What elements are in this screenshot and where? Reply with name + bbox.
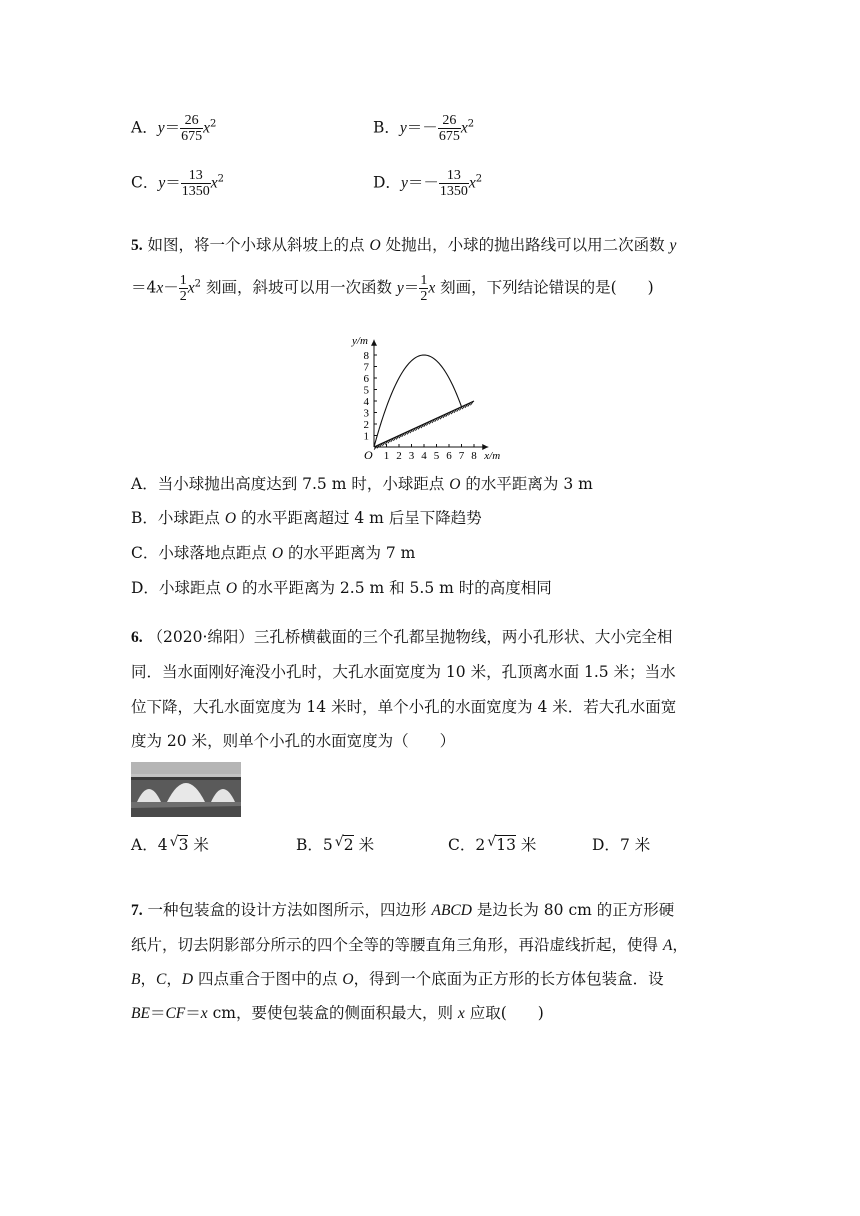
q6-option-b: B．5 √ 2 米: [296, 834, 375, 854]
q4-option-c: C．y＝ $\frac{13}{1350}$ $x^2$: [131, 168, 225, 199]
q5-option-b: B．小球距点 O 的水平距离超过 4 m 后呈下降趋势: [131, 509, 482, 527]
q5-option-d: D．小球距点 O 的水平距离为 2.5 m 和 5.5 m 时的高度相同: [131, 579, 552, 597]
y-tick-label: 6: [363, 373, 369, 385]
x-tick-label: 1: [383, 450, 390, 462]
y-axis-arrow: [371, 340, 377, 346]
x-tick-label: 8: [471, 450, 477, 462]
q5-option-a: A．当小球抛出高度达到 7.5 m 时，小球距点 O 的水平距离为 3 m: [131, 475, 593, 493]
x-tick-label: 2: [396, 450, 402, 462]
q6-option-d: D．7 米: [592, 836, 651, 854]
q6-option-c: C．2 √ 13 米: [448, 834, 537, 854]
q4-option-b: B．y＝－ $\frac{26}{675}$ $x^2$: [373, 113, 475, 144]
fraction: $\frac{26}{675}$: [181, 113, 203, 144]
q5-parabola-chart: [340, 315, 515, 465]
q4-option-a: A．y＝ $\frac{26}{675}$ $x^2$: [131, 113, 217, 144]
q6-line-2: 同．当水面刚好淹没小孔时，大孔水面宽度为 10 米，孔顶离水面 1.5 米；当水: [131, 663, 676, 681]
x-tick-label: 3: [408, 450, 415, 462]
q7-line-3: B，C，D 四点重合于图中的点 O，得到一个底面为正方形的长方体包装盒．设: [131, 970, 664, 988]
y-tick-label: 7: [363, 361, 369, 374]
y-tick-label: 4: [363, 396, 369, 408]
q4-option-d: D．y＝－ $\frac{13}{1350}$ $x^2$: [373, 168, 483, 199]
y-tick-label: 5: [363, 384, 369, 397]
parabola-curve: [374, 355, 462, 447]
x-axis-label: x/m: [484, 450, 501, 462]
q5-option-c: C．小球落地点距点 O 的水平距离为 7 m: [131, 544, 416, 562]
y-tick-label: 2: [363, 419, 369, 431]
y-tick-label: 3: [363, 407, 369, 420]
q6-line-4: 度为 20 米，则单个小孔的水面宽度为（ ）: [131, 732, 456, 750]
y-axis-label: y/m: [352, 334, 368, 347]
origin-label: O: [364, 448, 373, 462]
q5-line-2: ＝4x－ $\frac{1}{2}$ $x^2$ 刻画，斜坡可以用一次函数 y＝ $\frac{1}{2}$ x 刻画，下列结论错误的是( ): [131, 273, 654, 304]
q7-line-2: 纸片，切去阴影部分所示的四个全等的等腰直角三角形，再沿虚线折起，使得 A，: [131, 936, 688, 954]
q6-line-1: 6. （2020·绵阳）三孔桥横截面的三个孔都呈抛物线，两小孔形状、大小完全相: [131, 628, 673, 646]
y-tick-label: 1: [363, 430, 369, 443]
q7-line-1: 7. 一种包装盒的设计方法如图所示，四边形 ABCD 是边长为 80 cm 的正方形硬: [131, 901, 675, 919]
bridge-photo: [131, 762, 241, 817]
x-tick-label: 5: [433, 450, 440, 462]
x-tick-label: 7: [458, 450, 465, 462]
x-tick-label: 6: [446, 450, 452, 462]
sqrt-symbol: √ 3: [169, 834, 189, 854]
q5-line-1: 5. 如图，将一个小球从斜坡上的点 O 处抛出，小球的抛出路线可以用二次函数 y: [131, 236, 677, 254]
y-tick-label: 8: [363, 350, 369, 362]
x-tick-label: 4: [421, 450, 427, 462]
q6-line-3: 位下降，大孔水面宽度为 14 米时，单个小孔的水面宽度为 4 米．若大孔水面宽: [131, 698, 677, 716]
q6-option-a: A．4 √ 3 米: [131, 834, 209, 854]
q7-line-4: BE＝CF＝x cm，要使包装盒的侧面积最大，则 x 应取( ): [131, 1004, 544, 1022]
